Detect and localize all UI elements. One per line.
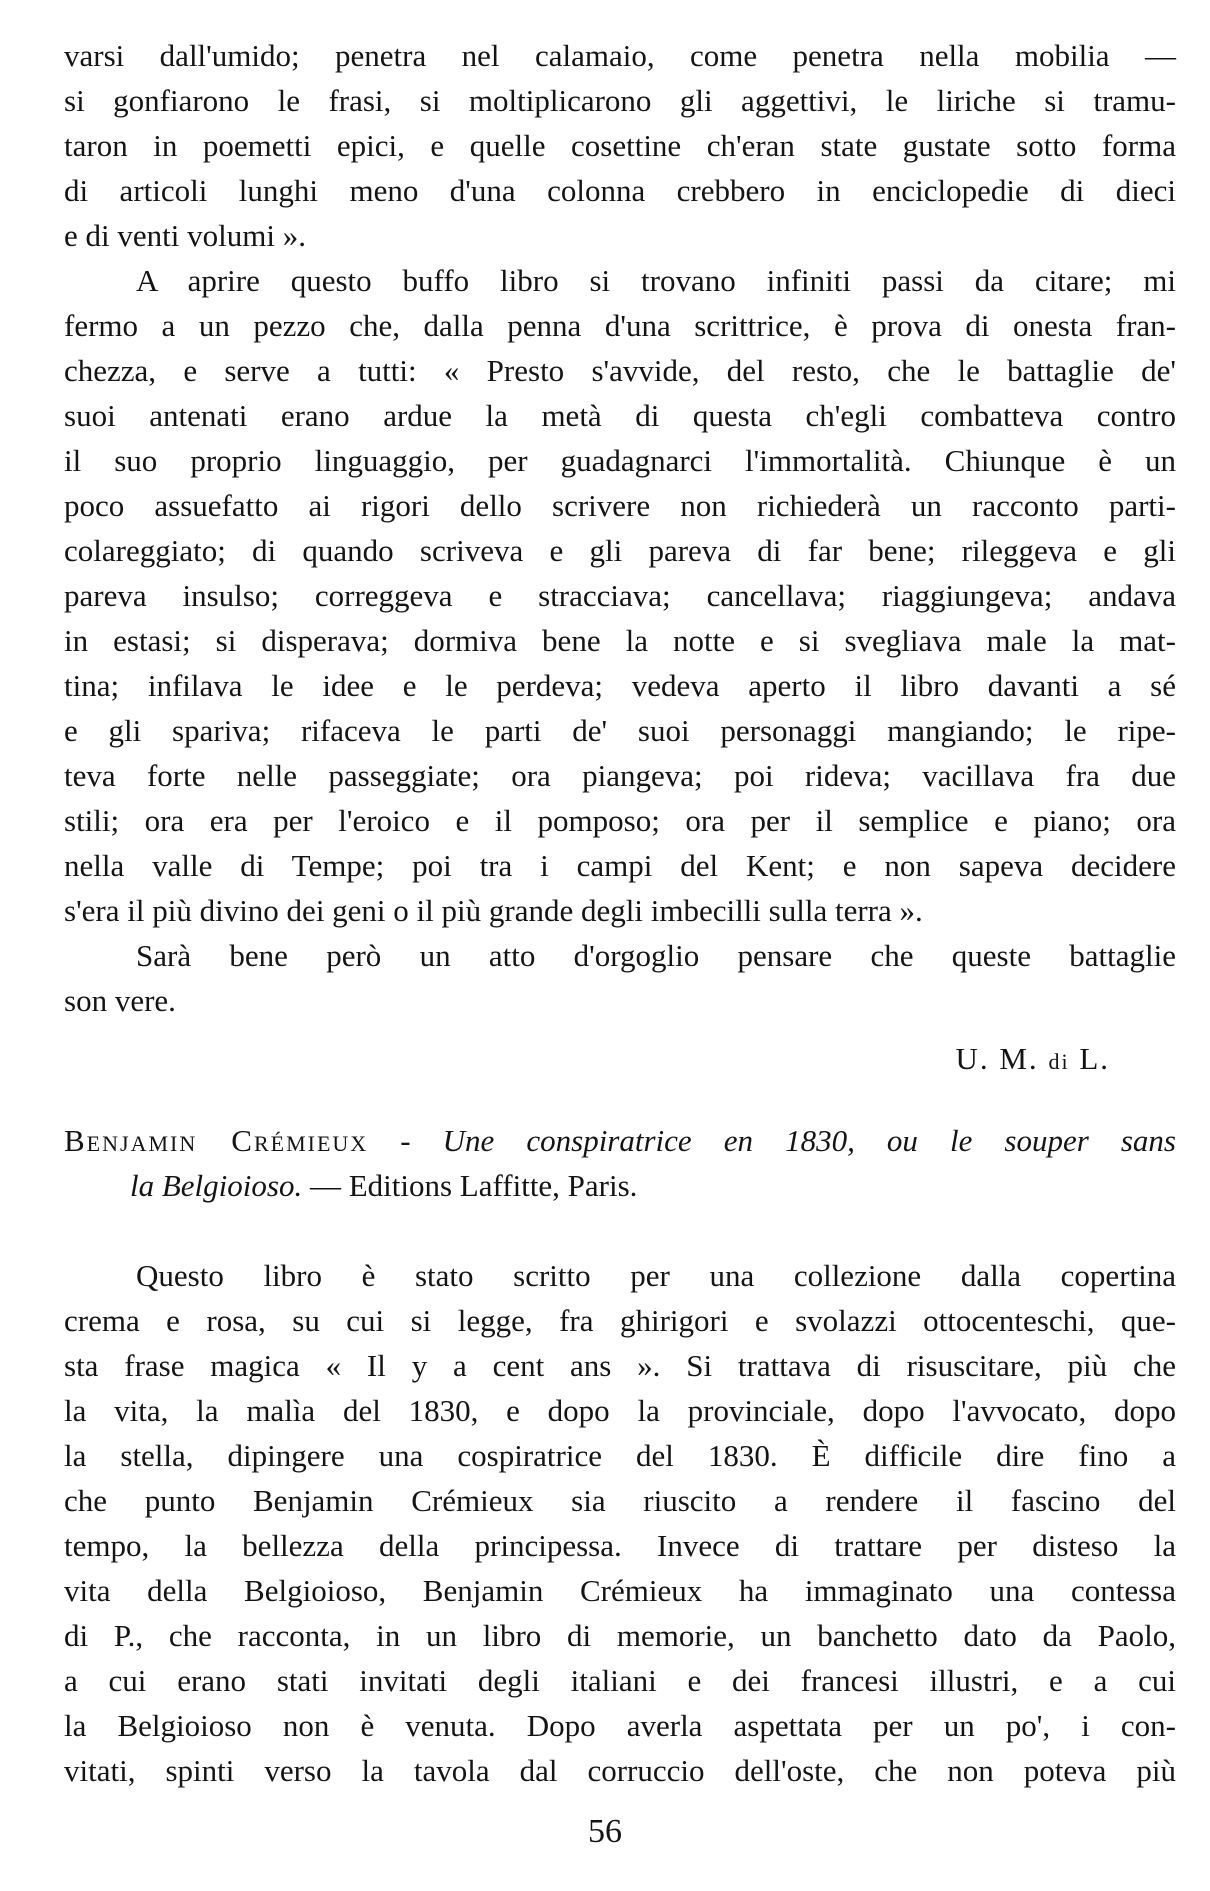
text-line: e gli spariva; rifaceva le parti de' suoi personaggi mangiando; le ripe- [64, 713, 1176, 748]
reviewed-author: Benjamin Crémieux [64, 1123, 369, 1158]
text-line: e di venti volumi ». [64, 218, 306, 253]
text-line: s'era il più divino dei geni o il più grande degli imbecilli sulla terra ». [64, 893, 923, 928]
paragraph-continuation [64, 33, 1176, 258]
reviewed-title: Une conspiratrice en 1830, ou le souper sans [442, 1123, 1176, 1158]
text-line: varsi dall'umido; penetra nel calamaio, come penetra nella mobilia — [64, 38, 1176, 73]
page-number: 56 [588, 1813, 622, 1850]
paragraph-quotation [64, 258, 1176, 933]
text-line: vitati, spinti verso la tavola dal corruccio dell'oste, che non poteva più [64, 1753, 1176, 1788]
review-signature [955, 1036, 1110, 1084]
text-line: vita della Belgioioso, Benjamin Crémieux ha immaginato una contessa [64, 1573, 1176, 1608]
text-line: il suo proprio linguaggio, per guadagnarci l'immortalità. Chiunque è un [64, 443, 1176, 478]
text-line: pareva insulso; correggeva e stracciava; cancellava; riaggiungeva; andava [64, 578, 1176, 613]
text-line: Questo libro è stato scritto per una collezione dalla copertina [136, 1258, 1176, 1293]
paragraph-closing [64, 933, 1176, 1023]
text-line: stili; ora era per l'eroico e il pomposo; ora per il semplice e piano; ora [64, 803, 1176, 838]
text-line: colareggiato; di quando scriveva e gli pareva di far bene; rileggeva e gli [64, 533, 1176, 568]
text-line: crema e rosa, su cui si legge, fra ghirigori e svolazzi ottocenteschi, que- [64, 1303, 1176, 1338]
text-line: sta frase magica « Il y a cent ans ». Si trattava di risuscitare, più che [64, 1348, 1176, 1383]
text-line: che punto Benjamin Crémieux sia riuscito a rendere il fascino del [64, 1483, 1176, 1518]
signature-di: di [1048, 1049, 1070, 1074]
text-line: chezza, e serve a tutti: « Presto s'avvide, del resto, che le battaglie de' [64, 353, 1176, 388]
text-line: nella valle di Tempe; poi tra i campi del Kent; e non sapeva decidere [64, 848, 1176, 883]
text-line: si gonfiarono le frasi, si moltiplicarono gli aggettivi, le liriche si tramu- [64, 83, 1176, 118]
reviewed-title-continued: la Belgioioso. [130, 1168, 303, 1203]
text-line: in estasi; si disperava; dormiva bene la notte e si svegliava male la mat- [64, 623, 1176, 658]
heading-line [64, 1118, 1176, 1163]
text-line: tempo, la bellezza della principessa. Invece di trattare per disteso la [64, 1528, 1176, 1563]
text-line: poco assuefatto ai rigori dello scrivere non richiederà un racconto parti- [64, 488, 1176, 523]
text-line: teva forte nelle passeggiate; ora piangeva; poi rideva; vacillava fra due [64, 758, 1176, 793]
review-heading [64, 1118, 1176, 1208]
text-line: suoi antenati erano ardue la metà di questa ch'egli combatteva contro [64, 398, 1176, 433]
review-body [64, 1253, 1176, 1793]
signature-initials: U. M. [955, 1041, 1039, 1076]
text-line: la vita, la malìa del 1830, e dopo la provinciale, dopo l'avvocato, dopo [64, 1393, 1176, 1428]
signature-last: L. [1079, 1041, 1110, 1076]
text-line: di P., che racconta, in un libro di memorie, un banchetto dato da Paolo, [64, 1618, 1176, 1653]
text-line: Sarà bene però un atto d'orgoglio pensare che queste battaglie [136, 938, 1176, 973]
text-line: la Belgioioso non è venuta. Dopo averla aspettata per un po', i con- [64, 1708, 1176, 1743]
text-line: la stella, dipingere una cospiratrice del 1830. È difficile dire fino a [64, 1438, 1176, 1473]
text-line: fermo a un pezzo che, dalla penna d'una scrittrice, è prova di onesta fran- [64, 308, 1176, 343]
text-line: taron in poemetti epici, e quelle cosettine ch'eran state gustate sotto forma [64, 128, 1176, 163]
text-line: a cui erano stati invitati degli italiani e dei francesi illustri, e a cui [64, 1663, 1176, 1698]
text-line: son vere. [64, 983, 176, 1018]
heading-separator: - [368, 1123, 443, 1158]
heading-line [64, 1163, 1176, 1208]
text-line: A aprire questo buffo libro si trovano infiniti passi da citare; mi [136, 263, 1176, 298]
reviewed-publisher: — Editions Laffitte, Paris. [302, 1168, 638, 1203]
text-line: di articoli lunghi meno d'una colonna crebbero in enciclopedie di dieci [64, 173, 1176, 208]
text-line: tina; infilava le idee e le perdeva; vedeva aperto il libro davanti a sé [64, 668, 1176, 703]
